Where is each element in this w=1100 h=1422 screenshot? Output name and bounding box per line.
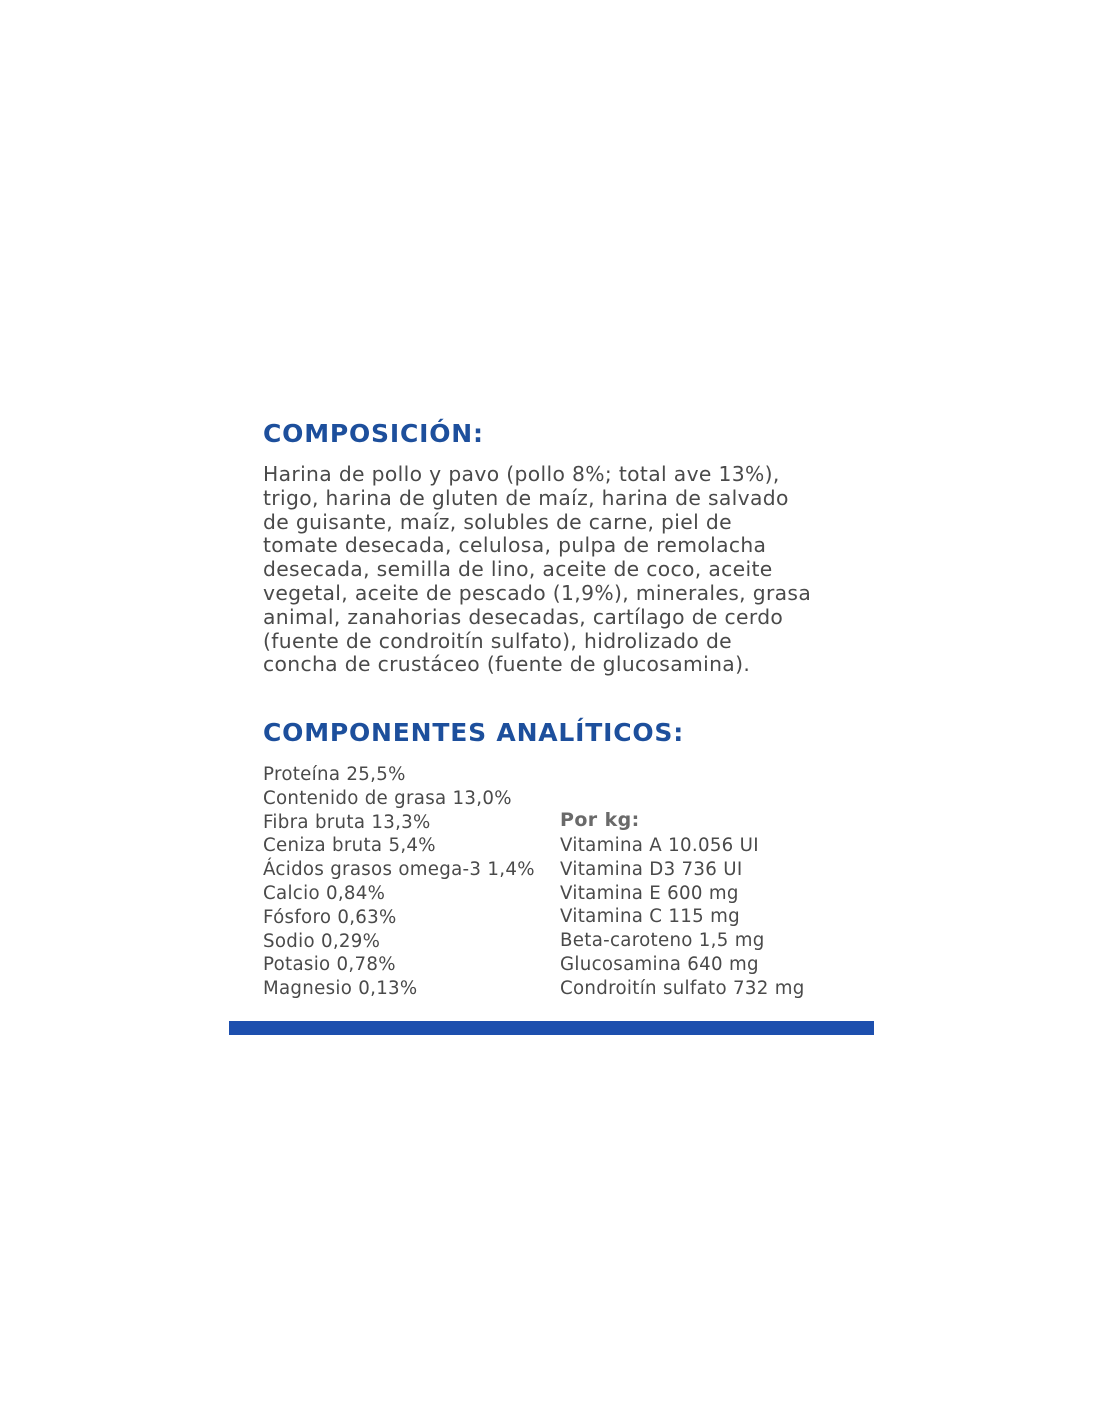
composition-line: Harina de pollo y pavo (pollo 8%; total ave 13%), [263,462,780,486]
per-kg-list [560,834,805,1001]
per-kg-heading: Por kg: [560,809,640,831]
per-kg-item-vitamin-e: Vitamina E 600 mg [560,882,739,904]
per-kg-item-vitamin-a: Vitamina A 10.056 UI [560,835,759,856]
analytical-item-omega3: Ácidos grasos omega-3 1,4% [263,859,535,881]
composition-line: trigo, harina de gluten de maíz, harina de salvado [263,485,789,510]
composition-line: de guisante, maíz, solubles de carne, piel de [263,509,732,534]
analytical-list [263,763,535,1001]
composition-line: animal, zanahorias desecadas, cartílago de cerdo [263,604,784,629]
bottom-accent-bar [229,1021,874,1035]
composition-line: desecada, semilla de lino, aceite de coco, aceite [263,557,773,582]
composition-text [263,463,863,677]
per-kg-item-beta-carotene: Beta-caroteno 1,5 mg [560,930,765,952]
analytical-item-ash: Ceniza bruta 5,4% [263,835,436,857]
analytical-item-fiber: Fibra bruta 13,3% [263,811,431,833]
analytical-item-calcium: Calcio 0,84% [263,882,386,904]
analytical-heading: COMPONENTES ANALÍTICOS: [263,718,685,747]
composition-line: (fuente de condroitín sulfato), hidrolizado de [263,628,733,653]
analytical-item-magnesium: Magnesio 0,13% [263,978,418,1000]
per-kg-item-chondroitin: Condroitín sulfato 732 mg [560,977,805,999]
composition-line: vegetal, aceite de pescado (1,9%), minerales, grasa [263,580,812,605]
analytical-item-potassium: Potasio 0,78% [263,954,396,976]
analytical-item-fat: Contenido de grasa 13,0% [263,787,512,809]
per-kg-item-vitamin-d3: Vitamina D3 736 UI [560,858,743,880]
analytical-item-sodium: Sodio 0,29% [263,930,381,952]
analytical-item-protein: Proteína 25,5% [263,764,406,785]
composition-line: tomate desecada, celulosa, pulpa de remolacha [263,533,767,558]
analytical-item-phosphorus: Fósforo 0,63% [263,906,397,928]
composition-heading: COMPOSICIÓN: [263,419,484,448]
per-kg-item-vitamin-c: Vitamina C 115 mg [560,906,740,928]
per-kg-item-glucosamine: Glucosamina 640 mg [560,953,759,975]
composition-line: concha de crustáceo (fuente de glucosamina). [263,652,751,677]
